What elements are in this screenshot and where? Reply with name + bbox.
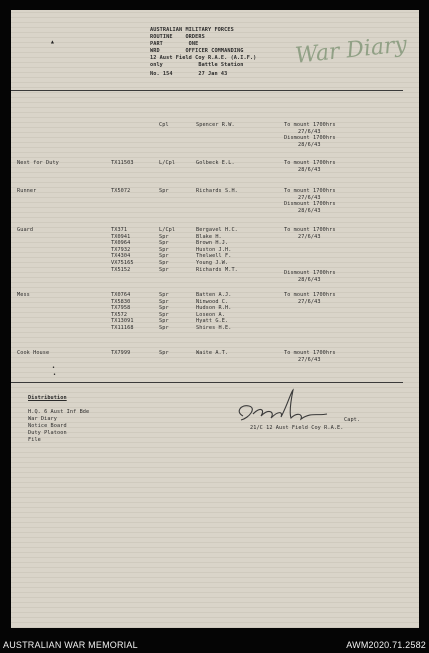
roster-number: TX572: [111, 311, 128, 318]
roster-number: TX0964: [111, 240, 131, 247]
handwritten-war-diary-note: War Diary: [294, 32, 409, 69]
roster-name: Young J.W.: [196, 260, 229, 266]
distribution-item: File: [28, 437, 41, 443]
roster-rank: Spr: [159, 233, 169, 240]
duty-time: 28/6/43: [298, 141, 321, 148]
footer-left: AUSTRALIAN WAR MEMORIAL: [3, 640, 138, 650]
header-line-3: PART ONE: [150, 41, 199, 47]
roster-name: Richards S.H.: [196, 188, 238, 194]
bottom-rule: [11, 382, 403, 383]
duty-time: 27/6/43: [298, 233, 321, 240]
roster-rank: Spr: [159, 188, 169, 194]
duty-time: To mount 1700hrs: [284, 160, 336, 166]
roster-name: Waite A.T.: [196, 350, 229, 356]
roster-number: TX7958: [111, 305, 131, 312]
header-line-6: only Battle Station: [150, 62, 244, 68]
roster-number: TX11168: [111, 325, 134, 331]
roster-rank: L/Cpl: [159, 227, 176, 233]
duty-label: Cook House: [17, 350, 50, 356]
distribution-item: War Diary: [28, 416, 58, 422]
roster-number: TX13091: [111, 318, 134, 325]
top-rule: [11, 90, 403, 91]
roster-number: TX7999: [111, 350, 131, 356]
roster-name: Loseon A.: [196, 311, 226, 318]
duty-time: 28/6/43: [298, 276, 321, 283]
punch-mark: •: [52, 365, 56, 371]
punch-mark: •: [53, 372, 57, 378]
roster-rank: Spr: [159, 298, 169, 305]
duty-time: 27/6/43: [298, 194, 321, 201]
roster-number: TX0764: [111, 292, 131, 298]
roster-name: Hyatt G.E.: [196, 318, 229, 325]
duty-time: 27/6/43: [298, 298, 321, 305]
roster-rank: Spr: [159, 292, 169, 298]
roster-rank: Spr: [159, 246, 169, 253]
duty-time: To mount 1700hrs: [284, 350, 336, 356]
roster-name: Shires H.E.: [196, 325, 232, 331]
roster-rank: Spr: [159, 305, 169, 312]
duty-time: Dismount 1700hrs: [284, 135, 336, 142]
roster-rank: Spr: [159, 311, 169, 318]
roster-number: VX75165: [111, 260, 134, 266]
roster-rank: Cpl: [159, 122, 169, 128]
duty-label: Next for Duty: [17, 160, 59, 166]
roster-number: TX5072: [111, 188, 131, 194]
roster-name: Blake H.: [196, 233, 222, 240]
duty-time: 27/6/43: [298, 128, 321, 135]
duty-time: Dismount 1700hrs: [284, 201, 336, 208]
signature-unit: 21/C 12 Aust Field Coy R.A.E.: [250, 425, 344, 431]
duty-time: 28/6/43: [298, 207, 321, 214]
signature-title: Capt.: [344, 417, 361, 423]
header-line-1: AUSTRALIAN MILITARY FORCES: [150, 27, 234, 33]
roster-rank: Spr: [159, 260, 169, 266]
duty-time: 27/6/43: [298, 356, 321, 363]
distribution-item: H.Q. 6 Aust Inf Bde: [28, 409, 90, 415]
roster-name: Ninwood C.: [196, 298, 229, 305]
duty-time: To mount 1700hrs: [284, 292, 336, 298]
roster-number: TX5830: [111, 298, 131, 305]
signature: [231, 386, 341, 426]
roster-name: Richards M.T.: [196, 266, 238, 273]
document-page: [11, 10, 419, 628]
distribution-item: Notice Board: [28, 423, 67, 429]
roster-rank: Spr: [159, 240, 169, 247]
roster-name: Spencer R.W.: [196, 122, 235, 128]
duty-time: To mount 1700hrs: [284, 188, 336, 194]
duty-label: Guard: [17, 227, 34, 233]
header-line-2: ROUTINE ORDERS: [150, 34, 205, 40]
duty-time: To mount 1700hrs: [284, 122, 336, 128]
roster-rank: Spr: [159, 253, 169, 260]
distribution-item: Duty Platoon: [28, 430, 67, 436]
duty-label: Runner: [17, 188, 37, 194]
duty-label: Mess: [17, 292, 30, 298]
punch-mark: ▴: [50, 37, 55, 46]
roster-name: Thelwell F.: [196, 253, 232, 260]
header-line-4: WRD OFFICER COMMANDING: [150, 48, 244, 54]
duty-time: To mount 1700hrs: [284, 227, 336, 233]
roster-rank: Spr: [159, 325, 169, 331]
duty-time: 28/6/43: [298, 166, 321, 173]
footer-right: AWM2020.71.2582: [346, 640, 426, 650]
roster-number: TX7932: [111, 246, 131, 253]
roster-name: Huston J.H.: [196, 246, 232, 253]
roster-name: Brown H.J.: [196, 240, 229, 247]
roster-number: TX11503: [111, 160, 134, 166]
roster-name: Batten A.J.: [196, 292, 232, 298]
header-line-7: No. 154 27 Jan 43: [150, 71, 228, 77]
roster-number: TX4304: [111, 253, 131, 260]
roster-rank: Spr: [159, 266, 169, 273]
roster-rank: Spr: [159, 350, 169, 356]
roster-name: Bergavel H.C.: [196, 227, 238, 233]
duty-time: Dismount 1700hrs: [284, 270, 336, 277]
roster-number: TX0941: [111, 233, 131, 240]
roster-number: TX5152: [111, 266, 131, 273]
roster-rank: Spr: [159, 318, 169, 325]
roster-number: TX371: [111, 227, 128, 233]
header-line-5: 12 Aust Field Coy R.A.E. (A.I.F.): [150, 55, 257, 61]
roster-name: Golbeck E.L.: [196, 160, 235, 166]
distribution-heading: Distribution: [28, 395, 67, 401]
roster-name: Hudson R.H.: [196, 305, 232, 312]
roster-rank: L/Cpl: [159, 160, 176, 166]
